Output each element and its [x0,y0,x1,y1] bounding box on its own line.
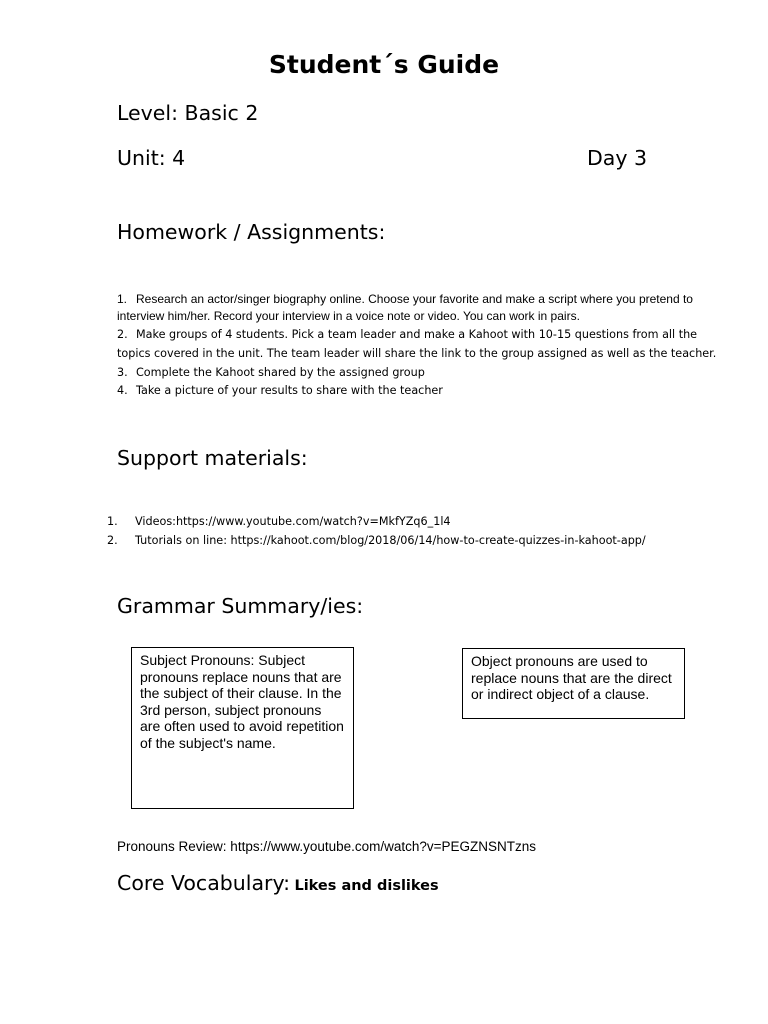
support-item-number: 1. [107,515,118,528]
object-pronouns-text: Object pronouns are used to replace nouns that are the direct or indirect object of a clause. [471,653,672,703]
subject-pronouns-text: Subject Pronouns: Subject pronouns replace nouns that are the subject of their clause. In the 3rd person, subject pronouns are often used to avoid repetition of the subject's name. [140,652,344,751]
core-vocabulary-topic: Likes and dislikes [294,878,439,894]
homework-item-text: Complete the Kahoot shared by the assigned group [136,366,425,379]
unit-label: Unit: 4 [117,146,186,170]
support-item-number: 2. [107,534,118,547]
homework-item-text: Take a picture of your results to share with the teacher [136,384,443,397]
support-item-text: Tutorials on line: https://kahoot.com/blog/2018/06/14/how-to-create-quizzes-in-kahoot-app/ [135,534,646,547]
homework-item-number: 1. [117,292,128,306]
page-title: Student´s Guide [268,50,500,79]
core-vocabulary-label: Core Vocabulary: [117,871,291,895]
homework-item [117,326,727,363]
object-pronouns-box [462,648,685,719]
homework-item-text: Make groups of 4 students. Pick a team leader and make a Kahoot with 10-15 questions from all the topics covered in the unit. The team leader will share the link to the group assigned as well as the teacher. [117,328,717,360]
pronouns-review-link: Pronouns Review: https://www.youtube.com/watch?v=PEGZNSNTzns [117,839,537,854]
homework-item [117,364,727,383]
grammar-heading: Grammar Summary/ies: [117,594,364,618]
homework-item-number: 4. [117,384,128,397]
homework-heading: Homework / Assignments: [117,220,386,244]
support-item [107,513,451,532]
support-item-text: Videos:https://www.youtube.com/watch?v=MkfYZq6_1l4 [135,515,451,528]
homework-item-number: 2. [117,328,128,341]
day-label: Day 3 [587,146,648,170]
homework-item [117,291,727,325]
support-heading: Support materials: [117,446,308,470]
support-item [107,532,646,551]
homework-item-number: 3. [117,366,128,379]
homework-item [117,382,727,401]
level-label: Level: Basic 2 [117,101,259,125]
core-vocabulary [117,871,439,895]
homework-item-text: Research an actor/singer biography online. Choose your favorite and make a script where you pretend to interview him/her. Record your interview in a voice note or video. You can work in pairs. [117,292,693,323]
subject-pronouns-box [131,647,354,809]
